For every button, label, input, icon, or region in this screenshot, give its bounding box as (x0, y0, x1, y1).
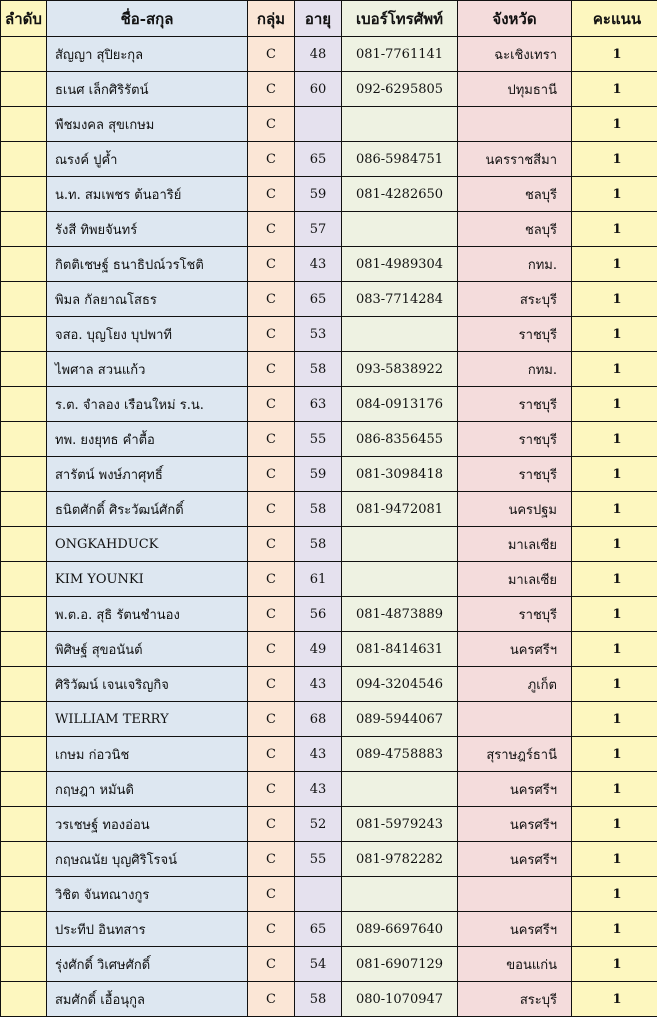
cell-age: 65 (295, 912, 342, 947)
cell-name: รังสี ทิพยจันทร์ (47, 212, 248, 247)
cell-no (1, 247, 47, 282)
table-row (1, 247, 657, 282)
cell-phone: 092-6295805 (342, 72, 458, 107)
cell-score: 1 (572, 177, 657, 212)
cell-no (1, 527, 47, 562)
cell-age: 43 (295, 772, 342, 807)
cell-no (1, 107, 47, 142)
cell-age: 58 (295, 982, 342, 1017)
table-row (1, 422, 657, 457)
table-row (1, 912, 657, 947)
cell-phone: 081-4282650 (342, 177, 458, 212)
cell-age: 43 (295, 667, 342, 702)
cell-no (1, 352, 47, 387)
cell-no (1, 72, 47, 107)
cell-phone: 089-5944067 (342, 702, 458, 737)
cell-score: 1 (572, 387, 657, 422)
cell-group: C (248, 422, 295, 457)
cell-province: ชลบุรี (458, 212, 572, 247)
cell-age: 59 (295, 177, 342, 212)
cell-phone (342, 562, 458, 597)
cell-score: 1 (572, 702, 657, 737)
cell-score: 1 (572, 107, 657, 142)
cell-phone: 081-4873889 (342, 597, 458, 632)
cell-name: จสอ. บุญโยง บุปพาที (47, 317, 248, 352)
cell-province: ขอนแก่น (458, 947, 572, 982)
cell-phone: 089-6697640 (342, 912, 458, 947)
cell-province: ชลบุรี (458, 177, 572, 212)
table-row (1, 387, 657, 422)
cell-age: 43 (295, 247, 342, 282)
cell-age: 65 (295, 142, 342, 177)
table-row (1, 702, 657, 737)
cell-age: 56 (295, 597, 342, 632)
cell-phone: 084-0913176 (342, 387, 458, 422)
cell-age: 58 (295, 352, 342, 387)
cell-group: C (248, 877, 295, 912)
cell-no (1, 282, 47, 317)
cell-group: C (248, 352, 295, 387)
header-score: คะแนน (572, 1, 657, 37)
cell-phone: 083-7714284 (342, 282, 458, 317)
cell-no (1, 632, 47, 667)
cell-name: สัญญา สุปิยะกุล (47, 37, 248, 72)
cell-score: 1 (572, 492, 657, 527)
table-row (1, 177, 657, 212)
cell-score: 1 (572, 632, 657, 667)
cell-name: สมศักดิ์ เอื้อนุกูล (47, 982, 248, 1017)
cell-group: C (248, 947, 295, 982)
cell-group: C (248, 317, 295, 352)
cell-score: 1 (572, 352, 657, 387)
cell-score: 1 (572, 422, 657, 457)
cell-no (1, 142, 47, 177)
cell-phone: 086-5984751 (342, 142, 458, 177)
cell-province (458, 702, 572, 737)
cell-age (295, 107, 342, 142)
cell-province: นครศรีฯ (458, 807, 572, 842)
cell-group: C (248, 492, 295, 527)
cell-name: วิชิต จันทณางกูร (47, 877, 248, 912)
cell-group: C (248, 72, 295, 107)
cell-province: ปทุมธานี (458, 72, 572, 107)
cell-no (1, 982, 47, 1017)
cell-age: 48 (295, 37, 342, 72)
cell-phone: 089-4758883 (342, 737, 458, 772)
cell-group: C (248, 247, 295, 282)
table-row (1, 667, 657, 702)
cell-province: สระบุรี (458, 282, 572, 317)
cell-name: สารัตน์ พงษ์ภาศุทธิ์ (47, 457, 248, 492)
cell-age: 60 (295, 72, 342, 107)
cell-score: 1 (572, 982, 657, 1017)
cell-name: พิศิษฐ์ สุขอนันต์ (47, 632, 248, 667)
cell-no (1, 562, 47, 597)
cell-group: C (248, 772, 295, 807)
header-province: จังหวัด (458, 1, 572, 37)
table-row (1, 562, 657, 597)
cell-no (1, 597, 47, 632)
cell-score: 1 (572, 597, 657, 632)
cell-name: พืชมงคล สุขเกษม (47, 107, 248, 142)
cell-province: สุราษฎร์ธานี (458, 737, 572, 772)
table-row (1, 527, 657, 562)
table-row (1, 37, 657, 72)
cell-phone: 081-3098418 (342, 457, 458, 492)
cell-group: C (248, 982, 295, 1017)
table-row (1, 947, 657, 982)
cell-province: ฉะเชิงเทรา (458, 37, 572, 72)
cell-score: 1 (572, 667, 657, 702)
cell-name: วรเชษฐ์ ทองอ่อน (47, 807, 248, 842)
cell-province: ราชบุรี (458, 422, 572, 457)
cell-name: ONGKAHDUCK (47, 527, 248, 562)
cell-phone (342, 317, 458, 352)
cell-age: 63 (295, 387, 342, 422)
cell-score: 1 (572, 562, 657, 597)
cell-score: 1 (572, 877, 657, 912)
cell-no (1, 422, 47, 457)
cell-age: 68 (295, 702, 342, 737)
cell-no (1, 947, 47, 982)
table-row (1, 317, 657, 352)
cell-name: ศิริวัฒน์ เจนเจริญกิจ (47, 667, 248, 702)
cell-score: 1 (572, 37, 657, 72)
cell-score: 1 (572, 212, 657, 247)
cell-group: C (248, 807, 295, 842)
cell-province: ราชบุรี (458, 387, 572, 422)
cell-score: 1 (572, 142, 657, 177)
cell-age: 55 (295, 842, 342, 877)
cell-age: 61 (295, 562, 342, 597)
cell-age: 53 (295, 317, 342, 352)
cell-phone: 080-1070947 (342, 982, 458, 1017)
cell-score: 1 (572, 72, 657, 107)
cell-age: 49 (295, 632, 342, 667)
cell-no (1, 177, 47, 212)
cell-score: 1 (572, 737, 657, 772)
cell-group: C (248, 527, 295, 562)
cell-no (1, 317, 47, 352)
cell-phone: 081-5979243 (342, 807, 458, 842)
cell-score: 1 (572, 457, 657, 492)
cell-group: C (248, 632, 295, 667)
cell-group: C (248, 282, 295, 317)
cell-age: 58 (295, 492, 342, 527)
cell-score: 1 (572, 772, 657, 807)
cell-group: C (248, 667, 295, 702)
header-row (1, 1, 657, 37)
cell-name: ไพศาล สวนแก้ว (47, 352, 248, 387)
cell-group: C (248, 107, 295, 142)
header-name: ชื่อ-สกุล (47, 1, 248, 37)
cell-group: C (248, 37, 295, 72)
cell-name: ประทีป อินทสาร (47, 912, 248, 947)
table-row (1, 457, 657, 492)
cell-score: 1 (572, 317, 657, 352)
cell-province (458, 107, 572, 142)
cell-no (1, 912, 47, 947)
table-row (1, 352, 657, 387)
cell-score: 1 (572, 282, 657, 317)
cell-group: C (248, 387, 295, 422)
cell-score: 1 (572, 247, 657, 282)
header-no: ลำดับ (1, 1, 47, 37)
cell-province: ภูเก็ต (458, 667, 572, 702)
cell-name: กิตติเชษฐ์ ธนาธิปณ์วรโชติ (47, 247, 248, 282)
table-row (1, 212, 657, 247)
cell-province: มาเลเซีย (458, 562, 572, 597)
cell-province (458, 877, 572, 912)
table-row (1, 142, 657, 177)
cell-phone (342, 107, 458, 142)
cell-name: KIM YOUNKI (47, 562, 248, 597)
cell-phone: 081-4989304 (342, 247, 458, 282)
table-row (1, 107, 657, 142)
cell-age: 65 (295, 282, 342, 317)
cell-phone (342, 212, 458, 247)
cell-no (1, 387, 47, 422)
cell-group: C (248, 457, 295, 492)
cell-name: พ.ต.อ. สุธิ รัตนชำนอง (47, 597, 248, 632)
cell-phone: 081-9472081 (342, 492, 458, 527)
table-row (1, 807, 657, 842)
cell-group: C (248, 912, 295, 947)
cell-group: C (248, 142, 295, 177)
cell-name: รุ่งศักดิ์ วิเศษศักดิ์ (47, 947, 248, 982)
cell-phone: 081-7761141 (342, 37, 458, 72)
cell-age: 58 (295, 527, 342, 562)
table-row (1, 842, 657, 877)
cell-name: WILLIAM TERRY (47, 702, 248, 737)
table-row (1, 772, 657, 807)
header-age: อายุ (295, 1, 342, 37)
cell-no (1, 212, 47, 247)
cell-province: นครราชสีมา (458, 142, 572, 177)
cell-name: ร.ต. จำลอง เรือนใหม่ ร.น. (47, 387, 248, 422)
cell-no (1, 772, 47, 807)
cell-province: สระบุรี (458, 982, 572, 1017)
cell-name: ธเนศ เล็กศิริรัตน์ (47, 72, 248, 107)
cell-province: กทม. (458, 247, 572, 282)
cell-score: 1 (572, 842, 657, 877)
cell-name: พิมล กัลยาณโสธร (47, 282, 248, 317)
table-row (1, 737, 657, 772)
cell-name: กฤษฎา หมันดิ (47, 772, 248, 807)
cell-province: ราชบุรี (458, 597, 572, 632)
table-row (1, 632, 657, 667)
cell-group: C (248, 562, 295, 597)
cell-score: 1 (572, 807, 657, 842)
cell-phone: 081-8414631 (342, 632, 458, 667)
cell-age: 43 (295, 737, 342, 772)
table-row (1, 597, 657, 632)
cell-phone: 081-6907129 (342, 947, 458, 982)
cell-province: ราชบุรี (458, 317, 572, 352)
cell-age: 59 (295, 457, 342, 492)
cell-phone (342, 772, 458, 807)
cell-no (1, 457, 47, 492)
cell-no (1, 737, 47, 772)
cell-score: 1 (572, 912, 657, 947)
cell-province: กทม. (458, 352, 572, 387)
table-row (1, 982, 657, 1017)
cell-province: ราชบุรี (458, 457, 572, 492)
cell-name: เกษม ก่อวนิช (47, 737, 248, 772)
cell-phone (342, 877, 458, 912)
cell-phone (342, 527, 458, 562)
cell-age: 57 (295, 212, 342, 247)
cell-group: C (248, 737, 295, 772)
cell-score: 1 (572, 527, 657, 562)
cell-age: 52 (295, 807, 342, 842)
cell-no (1, 842, 47, 877)
cell-name: กฤษณนัย บุญศิริโรจน์ (47, 842, 248, 877)
table-row (1, 877, 657, 912)
cell-name: ณรงค์ ปูค้ำ (47, 142, 248, 177)
table-row (1, 492, 657, 527)
header-phone: เบอร์โทรศัพท์ (342, 1, 458, 37)
cell-name: น.ท. สมเพชร ต้นอาริย์ (47, 177, 248, 212)
cell-province: นครศรีฯ (458, 842, 572, 877)
cell-group: C (248, 212, 295, 247)
cell-no (1, 492, 47, 527)
table-row (1, 72, 657, 107)
cell-phone: 093-5838922 (342, 352, 458, 387)
cell-province: นครศรีฯ (458, 772, 572, 807)
cell-phone: 081-9782282 (342, 842, 458, 877)
table-body (1, 37, 657, 1017)
cell-province: นครศรีฯ (458, 632, 572, 667)
table-row (1, 282, 657, 317)
cell-no (1, 667, 47, 702)
cell-group: C (248, 702, 295, 737)
cell-age (295, 877, 342, 912)
cell-name: ทพ. ยงยุทธ คำตื้อ (47, 422, 248, 457)
cell-no (1, 37, 47, 72)
cell-province: นครศรีฯ (458, 912, 572, 947)
cell-no (1, 877, 47, 912)
cell-province: มาเลเซีย (458, 527, 572, 562)
cell-province: นครปฐม (458, 492, 572, 527)
cell-no (1, 702, 47, 737)
cell-score: 1 (572, 947, 657, 982)
cell-phone: 086-8356455 (342, 422, 458, 457)
cell-age: 55 (295, 422, 342, 457)
cell-name: ธนิตศักดิ์ ศิระวัฒน์ศักดิ์ (47, 492, 248, 527)
cell-group: C (248, 842, 295, 877)
header-group: กลุ่ม (248, 1, 295, 37)
cell-group: C (248, 597, 295, 632)
cell-no (1, 807, 47, 842)
cell-group: C (248, 177, 295, 212)
cell-age: 54 (295, 947, 342, 982)
cell-phone: 094-3204546 (342, 667, 458, 702)
